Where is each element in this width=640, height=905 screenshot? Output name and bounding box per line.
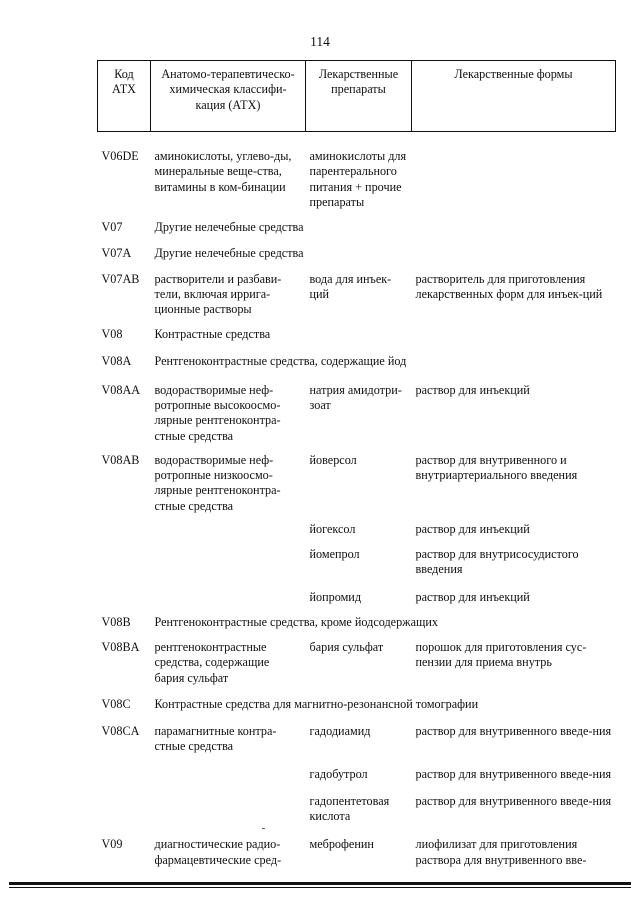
table-header <box>98 61 616 132</box>
row-code: V07AB <box>101 271 140 286</box>
row-dosage-form <box>412 132 616 211</box>
row-drug: вода для инъек-ций <box>309 271 392 301</box>
row-code: V08AB <box>101 452 140 467</box>
row-dosage-form: раствор для внутрисосудистого введения <box>415 547 579 577</box>
row-atc-classification: рентгеноконтрастные средства, содержащие бария сульфат <box>154 640 270 685</box>
row-drug: йомепрол <box>309 547 360 561</box>
row-code <box>98 514 151 537</box>
row-drug: йопромид <box>309 589 362 604</box>
row-atc-classification: растворители и разбави-тели, включая ирригa-ционные растворы <box>154 271 282 316</box>
table-row <box>98 755 616 782</box>
row-dosage-form: лиофилизат для приготовления раствора для внутривенного вве- <box>415 837 587 867</box>
row-atc-classification <box>151 537 306 578</box>
row-drug: гадодиамид <box>309 724 371 738</box>
table-row <box>98 537 616 578</box>
row-group-title: Другие нелечебные средства <box>154 246 304 261</box>
scan-speck <box>262 828 265 829</box>
row-code: V09 <box>101 837 123 852</box>
table-row <box>98 514 616 537</box>
row-dosage-form: раствор для внутривенного введе-ния <box>415 724 612 738</box>
row-group-title: Рентгеноконтрастные средства, кроме йодсодержащих <box>154 614 439 629</box>
table-row <box>98 630 616 686</box>
table-row <box>98 444 616 514</box>
table-row <box>98 210 616 235</box>
table-row <box>98 578 616 605</box>
row-group-title: Другие нелечебные средства <box>154 220 304 234</box>
row-dosage-form: раствор для инъекций <box>415 521 530 536</box>
row-dosage-form: раствор для внутривенного введе-ния <box>415 793 612 808</box>
header-drugs: Лекарственные препараты <box>306 61 412 132</box>
table-row <box>98 712 616 755</box>
header-dosage-forms: Лекарственные формы <box>412 61 616 132</box>
row-dosage-form: раствор для внутривенного введе-ния <box>415 766 612 781</box>
header-row <box>98 61 616 132</box>
row-drug: бария сульфат <box>309 640 384 654</box>
row-code: V08BA <box>101 640 140 654</box>
row-drug: натрия амидотри-зоат <box>309 382 402 412</box>
row-drug: аминокислоты для парентерального питания + прочие препараты <box>309 149 407 209</box>
row-atc-classification: аминокислоты, углево-ды, минеральные веще-ства, витамины в ком-бинации <box>154 149 292 194</box>
row-drug: гадопентетовая кислота <box>309 793 390 823</box>
row-atc-classification: парамагнитные контра-стные средства <box>154 724 277 754</box>
header-code: Код АТХ <box>98 61 151 132</box>
row-drug: йоверсол <box>309 452 357 467</box>
table-row <box>98 132 616 211</box>
row-code: V08CA <box>101 724 140 738</box>
row-dosage-form: растворитель для приготовления лекарственных форм для инъек-ций <box>415 271 603 301</box>
row-atc-classification <box>151 514 306 537</box>
table-row <box>98 782 616 825</box>
row-code <box>98 578 151 605</box>
page-number: 114 <box>310 34 330 49</box>
row-group-title: Рентгеноконтрастные средства, содержащие йод <box>154 353 407 368</box>
row-code <box>98 782 151 825</box>
table-row <box>98 605 616 630</box>
row-atc-classification <box>151 755 306 782</box>
row-code: V08AA <box>101 382 141 397</box>
row-atc-classification: водорастворимые неф-ротропные низкоосмо-лярные рентгеноконтра-стные средства <box>154 452 281 513</box>
row-code <box>98 755 151 782</box>
row-dosage-form: раствор для внутривенного и внутриартериального введения <box>415 452 578 482</box>
row-atc-classification <box>151 578 306 605</box>
row-atc-classification: водорастворимые неф-ротропные высокоосмо-лярные рентгеноконтра-стные средства <box>154 382 281 443</box>
table-row <box>98 262 616 318</box>
row-group-title: Контрастные средства для магнитно-резонансной томографии <box>154 696 479 711</box>
row-drug: гадобутрол <box>309 766 368 781</box>
row-atc-classification <box>151 782 306 825</box>
header-atc-classification: Анатомо-терапевтическо-химическая классифи-кация (АТХ) <box>151 61 306 132</box>
row-code: V08C <box>101 696 131 711</box>
table-row <box>98 824 616 868</box>
row-code <box>98 537 151 578</box>
row-atc-classification: диагностические радио-фармацевтические сред- <box>154 837 282 867</box>
table-row <box>98 235 616 261</box>
row-dosage-form: раствор для инъекций <box>415 382 530 397</box>
table-row <box>98 369 616 444</box>
row-code: V08A <box>101 353 132 368</box>
row-drug: меброфенин <box>309 837 374 852</box>
table-body <box>98 132 616 868</box>
bottom-rule <box>9 882 631 885</box>
table-row <box>98 317 616 342</box>
row-group-title: Контрастные средства <box>154 327 271 342</box>
table-row <box>98 686 616 712</box>
atx-table <box>97 60 616 868</box>
row-dosage-form: порошок для приготовления сус-пензии для приема внутрь <box>415 640 587 670</box>
row-drug: йогексол <box>309 521 356 536</box>
row-code: V07 <box>101 220 123 234</box>
table-row <box>98 343 616 369</box>
row-code: V06DE <box>101 149 139 163</box>
row-code: V08 <box>101 327 123 342</box>
row-dosage-form: раствор для инъекций <box>415 589 530 604</box>
bottom-rule-thin <box>9 887 631 888</box>
row-code: V08B <box>101 614 131 629</box>
row-code: V07A <box>101 246 132 261</box>
